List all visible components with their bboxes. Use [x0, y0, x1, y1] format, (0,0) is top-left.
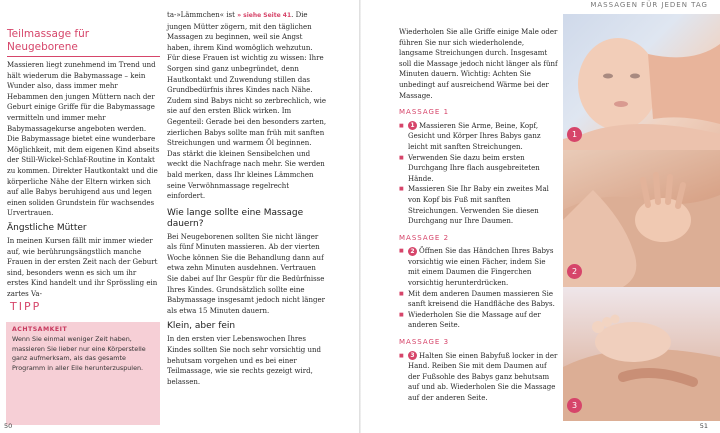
step-number-badge: 3	[408, 351, 417, 360]
tip-label: TIPP	[10, 300, 42, 313]
photo-badge-1: 1	[567, 127, 582, 142]
section-heading-duration: Wie lange sollte eine Massage dauern?	[167, 207, 304, 229]
right-intro-paragraph: Wiederholen Sie alle Griffe einige Male oder führen Sie nur sich wiederholende, langsame Streichungen durch. Insgesamt soll die Massage jedoch nicht länger als fünf Minuten dauern. Wichtig: Achten Sie unbedingt auf ausreichend Wärme bei der Massage.	[399, 28, 558, 100]
running-head: MASSAGEN FÜR JEDEN TAG	[590, 1, 708, 9]
left-column-2	[167, 10, 327, 387]
section-heading-anxious-mothers: Ängstliche Mütter	[7, 222, 87, 233]
massage-3-list	[399, 351, 559, 404]
lambkin-text-a: ta-»Lämmchen« ist	[167, 11, 238, 19]
massage-3-label: MASSAGE 3	[399, 338, 450, 347]
section-heading-small: Klein, aber fein	[167, 321, 236, 332]
step-number-badge: 1	[408, 121, 417, 130]
right-text-column	[399, 27, 559, 404]
list-item: ■ Massieren Sie Ihr Baby ein zweites Mal von Kopf bis Fuß mit sanften Streichungen. Verwenden Sie diesen Durchgang nur Ihre Daumen.	[399, 184, 559, 226]
list-item: ■ Wiederholen Sie die Massage auf der anderen Seite.	[399, 310, 559, 331]
tip-heading: ACHTSAMKEIT	[12, 326, 68, 333]
list-item: ■ 1 Massieren Sie Arme, Beine, Kopf, Gesicht und Körper Ihres Babys ganz leicht mit sanften Streichungen.	[399, 121, 559, 153]
lambkin-paragraph	[167, 10, 327, 202]
tip-text: Wenn Sie einmal weniger Zeit haben, massieren Sie lieber nur eine Körperstelle ganz aufmerksam, als das gesamte Programm in aller Eile herunterzuspulen.	[12, 335, 146, 372]
intro-paragraph: Massieren liegt zunehmend im Trend und hält wiederum die Babymassage – kein Wunder also, dass immer mehr Hebammen den jungen Müttern nach der Geburt einige Griffe für die Babymassage vermitteln und immer mehr Babymassagekurse angeboten werden. Die Babymassage bietet eine wunderbare Möglichkeit, mit dem eigenen Kind abseits der Still-Wickel-Schlaf-Routine in Kontakt zu kommen. Direkter Hautkontakt und die körperliche Nähe der Eltern wirken sich auf alle Babys beruhigend aus und legen einen soliden Grundstein für wachsendes Urvertrauen.	[7, 61, 160, 218]
duration-paragraph: Bei Neugeborenen sollten Sie nicht länger als fünf Minuten massieren. Ab der vierten Woche können Sie die Behandlung dann auf etwa zehn Minuten ausdehnen. Vertrauen Sie dabei auf Ihr Gespür für die Bedürfnisse Ihres Kindes. Grundsätzlich sollte eine Babymassage insgesamt jedoch nicht länger als etwa 15 Minuten dauern.	[167, 232, 325, 315]
lambkin-text-b: . Die jungen Mütter zögern, mit den täglichen Massagen zu beginnen, weil sie Angst haben, ihrem Kind womöglich wehzutun. Für diese Frauen ist wichtig zu wissen: Ihre Sorgen sind ganz unbegründet, denn Hautkontakt und Zuwendung stillen das Grundbedürfnis ihres Kindes nach Nähe. Zudem sind Babys nicht so zerbrechlich, wie sie auf den ersten Blick wirken. Im Gegenteil: Gerade bei den besonders zarten, zierlichen Babys sollte man früh mit sanften Streichungen und warmem Öl beginnen. Das stärkt die kleinen Sensibelchen und weckt die Nachfrage nach mehr. Sie werden bald merken, dass Ihr kleines Lämmchen seine Verwöhnmassage regelrecht einfordert.	[167, 11, 327, 201]
tip-box	[6, 322, 160, 425]
baby-hand-photo	[563, 150, 720, 287]
massage-2-list	[399, 246, 559, 331]
massage-2-label: MASSAGE 2	[399, 233, 450, 242]
photo-badge-3: 3	[567, 398, 582, 413]
anxious-mothers-paragraph: In meinen Kursen fällt mir immer wieder auf, wie berührungsängstlich manche Frauen in der ersten Zeit nach der Geburt sind, besonders wenn es sich um ihr erstes Kind handelt und ihr Sprössling ein zartes Va-	[7, 236, 158, 298]
foot-illustration	[563, 287, 720, 421]
massage-1-label: MASSAGE 1	[399, 108, 450, 117]
baby-face-photo	[563, 14, 720, 150]
step-number-badge: 2	[408, 247, 417, 256]
baby-foot-photo	[563, 287, 720, 421]
page-title: Teilmassage für Neugeborene	[7, 28, 160, 57]
list-item: ■ Mit dem anderen Daumen massieren Sie sanft kreisend die Handfläche des Babys.	[399, 289, 559, 310]
page-reference-link[interactable]: » siehe Seite 41	[237, 12, 292, 19]
left-column-1	[7, 28, 160, 299]
list-item: ■ Verwenden Sie dazu beim ersten Durchgang Ihre flach ausgebreiteten Hände.	[399, 153, 559, 185]
page-number-right: 51	[699, 422, 708, 430]
baby-face-illustration	[563, 14, 720, 150]
page-number-left: 50	[4, 422, 13, 430]
list-item: ■ 3 Halten Sie einen Babyfuß locker in der Hand. Reiben Sie mit dem Daumen auf der Fußsohle des Babys ganz behutsam auf und ab. Wiederholen Sie die Massage auf der anderen Seite.	[399, 351, 559, 404]
small-paragraph: In den ersten vier Lebenswochen Ihres Kindes sollten Sie noch sehr vorsichtig und behutsam vorgehen und es bei einer Teilmassage, wie sie rechts gezeigt wird, belassen.	[167, 335, 322, 386]
hand-illustration	[563, 150, 720, 287]
list-item: ■ 2 Öffnen Sie das Händchen Ihres Babys vorsichtig wie einen Fächer, indem Sie mit einem Daumen die Fingerchen vorsichtig herunterdrücken.	[399, 246, 559, 288]
massage-1-list	[399, 121, 559, 227]
photo-badge-2: 2	[567, 264, 582, 279]
